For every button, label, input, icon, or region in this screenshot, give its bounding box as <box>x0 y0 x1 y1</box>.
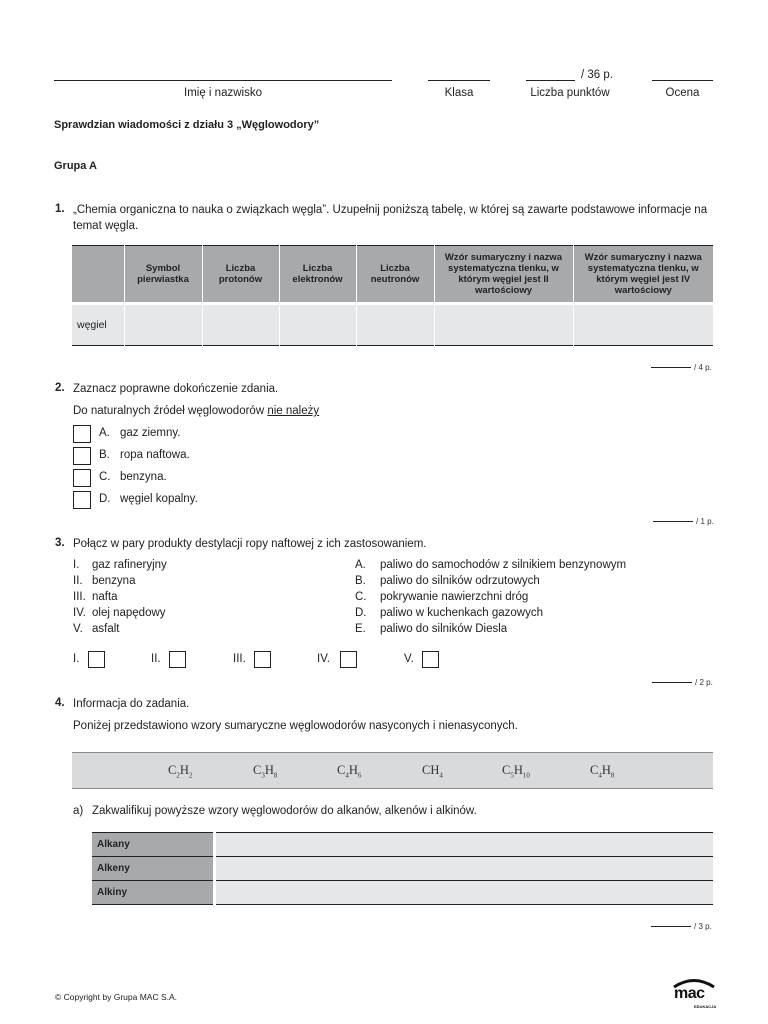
product-text: benzyna <box>92 575 136 587</box>
pair-label: V. <box>404 653 414 665</box>
pair-label: II. <box>151 653 161 665</box>
q4-number: 4. <box>55 697 65 709</box>
use-text: paliwo do silników odrzutowych <box>380 575 540 587</box>
pair-answer-box[interactable] <box>340 651 357 668</box>
option-a-text: gaz ziemny. <box>120 427 181 439</box>
table-header: Symbol pierwiastka <box>124 246 202 304</box>
answer-cell[interactable] <box>124 304 202 346</box>
q3-text: Połącz w pary produkty destylacji ropy naftowej z ich zastosowaniem. <box>73 538 427 550</box>
q2-stem <box>73 403 319 419</box>
q2-stem-text: Do naturalnych źródeł węglowodorów <box>73 405 265 417</box>
product-text: gaz rafineryjny <box>92 559 167 571</box>
product-num: V. <box>73 623 83 635</box>
product-num: I. <box>73 559 80 571</box>
product-text: nafta <box>92 591 118 603</box>
name-line[interactable] <box>54 80 392 81</box>
pair-answer-box[interactable] <box>254 651 271 668</box>
q2-text: Zaznacz poprawne dokończenie zdania. <box>73 383 279 395</box>
product-num: II. <box>73 575 83 587</box>
answer-cell[interactable] <box>573 304 713 346</box>
carbon-info-table <box>72 245 713 346</box>
row-label: Alkany <box>92 833 214 857</box>
use-text: paliwo do silników Diesla <box>380 623 508 635</box>
q3-number: 3. <box>55 537 65 549</box>
q4a-label: a) <box>73 805 84 817</box>
answer-cell[interactable] <box>434 304 573 346</box>
product-text: olej napędowy <box>92 607 166 619</box>
q4-text: Informacja do zadania. <box>73 698 190 710</box>
class-label: Klasa <box>444 87 474 99</box>
pair-label: III. <box>233 653 246 665</box>
total-points: / 36 p. <box>581 69 613 81</box>
mac-logo <box>672 976 716 1012</box>
group-label: Grupa A <box>54 160 97 172</box>
product-text: asfalt <box>92 623 120 635</box>
use-text: paliwo w kuchenkach gazowych <box>380 607 544 619</box>
formula-bar <box>72 752 713 789</box>
table-header: Liczba protonów <box>202 246 279 304</box>
row-label: Alkeny <box>92 857 214 881</box>
row-label-carbon: węgiel <box>72 304 124 346</box>
pair-label: I. <box>73 653 80 665</box>
q1-text: „Chemia organiczna to nauka o związkach węgla”. Uzupełnij poniższą tabelę, w której są zawarte podstawowe informacje na temat węgla. <box>73 204 708 232</box>
q2-stem-underline: nie należy <box>267 405 320 417</box>
name-label: Imię i nazwisko <box>184 87 262 99</box>
checkbox-d[interactable] <box>73 491 91 509</box>
use-letter: A. <box>355 559 366 571</box>
table-header: Wzór sumaryczny i nazwa systematyczna tlenku, w którym węgiel jest II wartościowy <box>434 246 573 304</box>
table-header <box>72 246 124 304</box>
answer-cell[interactable] <box>202 304 279 346</box>
product-num: IV. <box>73 607 87 619</box>
option-c-text: benzyna. <box>120 471 167 483</box>
formula: $C_3H_8$ <box>253 763 278 780</box>
test-title: Sprawdzian wiadomości z działu 3 „Węglowodory” <box>54 119 320 131</box>
class-line[interactable] <box>428 80 490 81</box>
pair-answer-box[interactable] <box>88 651 105 668</box>
option-c-letter: C. <box>99 471 111 483</box>
option-d-text: węgiel kopalny. <box>120 493 198 505</box>
table-header: Wzór sumaryczny i nazwa systematyczna tlenku, w którym węgiel jest IV wartościowy <box>573 246 713 304</box>
q4-info: Poniżej przedstawiono wzory sumaryczne węglowodorów nasyconych i nienasyconych. <box>73 720 518 732</box>
points-line[interactable] <box>526 80 575 81</box>
logo-text: mac <box>674 985 705 1002</box>
classification-table <box>92 832 713 905</box>
use-letter: C. <box>355 591 367 603</box>
q3-score: / 2 p. <box>652 678 713 687</box>
formula: $C_4H_8$ <box>590 763 615 780</box>
use-letter: B. <box>355 575 366 587</box>
checkbox-c[interactable] <box>73 469 91 487</box>
q2-score: / 1 p. <box>653 517 714 526</box>
pair-answer-box[interactable] <box>422 651 439 668</box>
copyright: © Copyright by Grupa MAC S.A. <box>55 992 178 1002</box>
checkbox-b[interactable] <box>73 447 91 465</box>
q1-number: 1. <box>55 203 65 215</box>
checkbox-a[interactable] <box>73 425 91 443</box>
option-b-text: ropa naftowa. <box>120 449 190 461</box>
use-letter: D. <box>355 607 367 619</box>
q1-score: / 4 p. <box>651 363 712 372</box>
answer-cell[interactable] <box>214 857 713 881</box>
option-b-letter: B. <box>99 449 110 461</box>
pair-answer-box[interactable] <box>169 651 186 668</box>
option-d-letter: D. <box>99 493 111 505</box>
answer-cell[interactable] <box>214 833 713 857</box>
q2-number: 2. <box>55 382 65 394</box>
table-header: Liczba neutronów <box>356 246 434 304</box>
product-num: III. <box>73 591 86 603</box>
q4a-text: Zakwalifikuj powyższe wzory węglowodorów do alkanów, alkenów i alkinów. <box>92 805 477 817</box>
row-label: Alkiny <box>92 881 214 905</box>
formula: $C_5H_{10}$ <box>502 763 530 780</box>
formula: $C_4H_6$ <box>337 763 362 780</box>
answer-cell[interactable] <box>356 304 434 346</box>
use-text: paliwo do samochodów z silnikiem benzynowym <box>380 559 627 571</box>
formula: $CH_4$ <box>422 763 443 780</box>
use-text: pokrywanie nawierzchni dróg <box>380 591 529 603</box>
option-a-letter: A. <box>99 427 110 439</box>
grade-label: Ocena <box>665 87 700 99</box>
answer-cell[interactable] <box>279 304 356 346</box>
table-header: Liczba elektronów <box>279 246 356 304</box>
use-letter: E. <box>355 623 366 635</box>
grade-line[interactable] <box>652 80 713 81</box>
points-label: Liczba punktów <box>530 87 610 99</box>
q4-score: / 3 p. <box>651 922 712 931</box>
answer-cell[interactable] <box>214 881 713 905</box>
formula: $C_2H_2$ <box>168 763 193 780</box>
logo-subtext: EDUKACJA <box>694 1004 717 1009</box>
pair-label: IV. <box>317 653 331 665</box>
